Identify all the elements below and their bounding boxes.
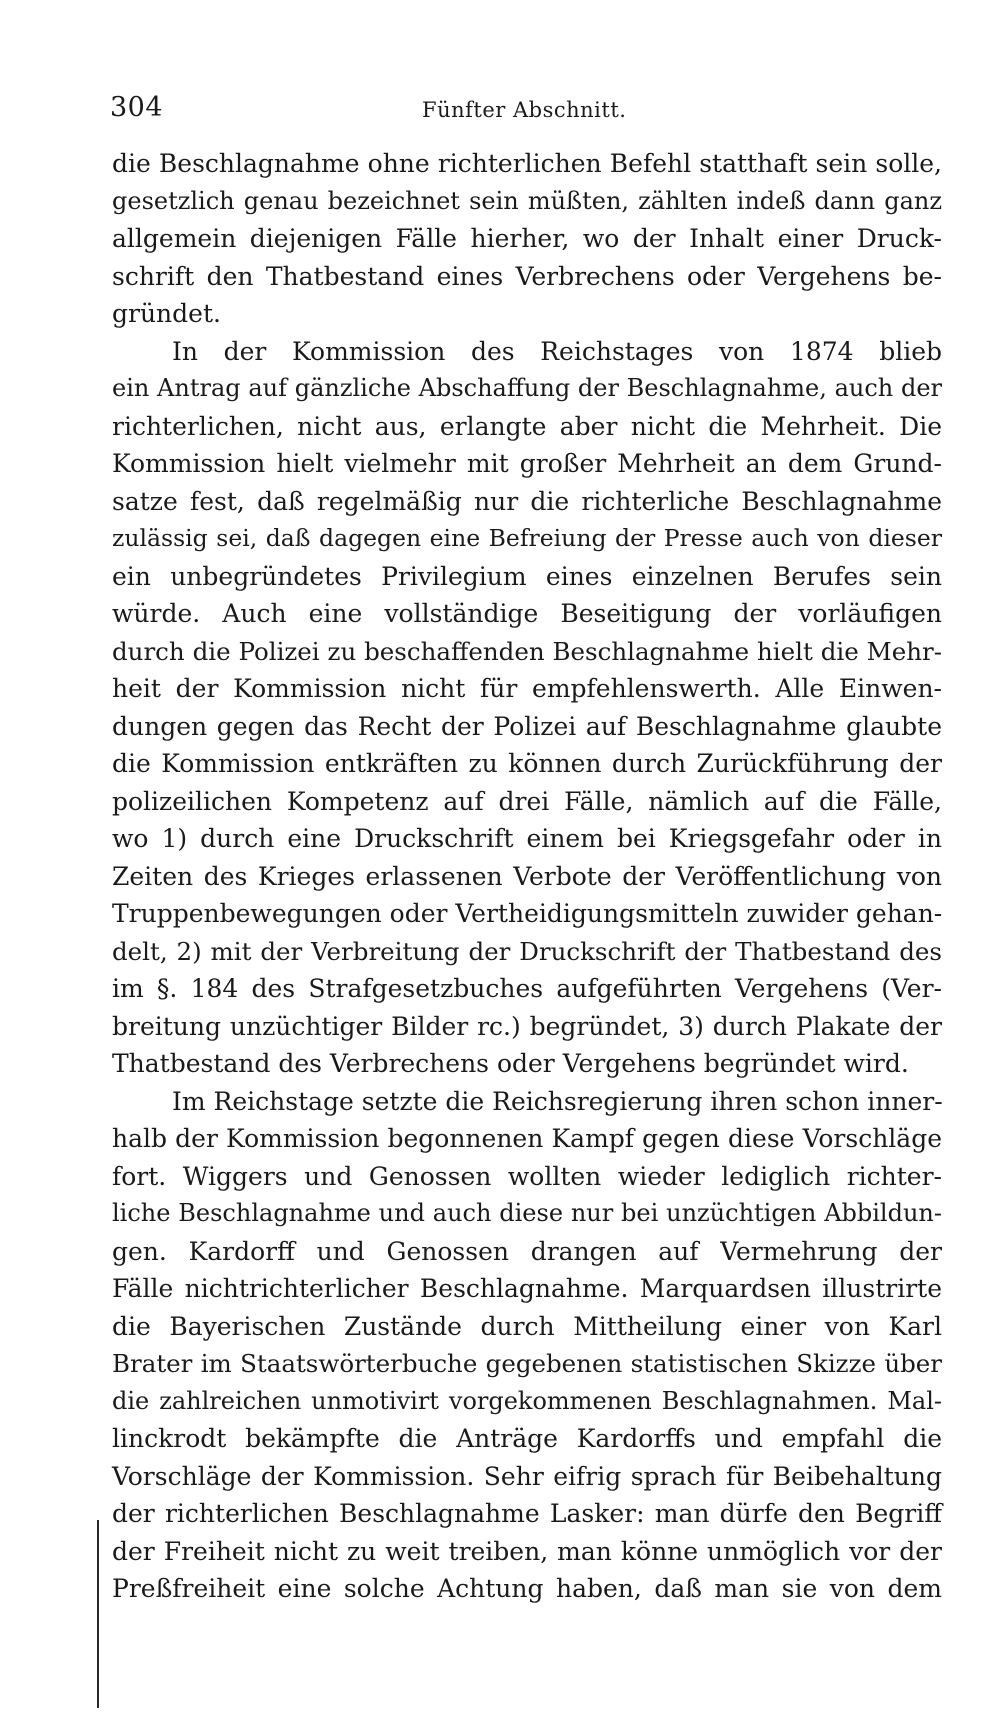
text-line: würde. Auch eine vollständige Beseitigung der vorläufigen	[112, 599, 942, 628]
text-line: im §. 184 des Strafgesetzbuches aufgeführten Vergehens (Ver-	[112, 974, 942, 1003]
running-head: Fünfter Abschnitt.	[422, 98, 627, 122]
text-line: zulässig sei, daß dagegen eine Befreiung der Presse auch von dieser	[112, 524, 942, 552]
text-line: dungen gegen das Recht der Polizei auf Beschlagnahme glaubte	[112, 711, 942, 741]
text-line: Kommission hielt vielmehr mit großer Mehrheit an dem Grund-	[112, 449, 942, 478]
body-text	[112, 145, 942, 1608]
text-line: der richterlichen Beschlagnahme Lasker: man dürfe den Begriff	[112, 1499, 942, 1528]
text-line: delt, 2) mit der Verbreitung der Druckschrift der Thatbestand des	[112, 936, 942, 966]
text-line: gesetzlich genau bezeichnet sein müßten, zählten indeß dann ganz	[112, 186, 942, 215]
text-line: Truppenbewegungen oder Vertheidigungsmitteln zuwider gehan-	[112, 899, 943, 928]
text-line: Im Reichstage setzte die Reichsregierung ihren schon inner-	[172, 1086, 943, 1116]
text-line: durch die Polizei zu beschaffenden Beschlagnahme hielt die Mehr-	[112, 636, 942, 666]
text-line: fort. Wiggers und Genossen wollten wieder lediglich richter-	[112, 1161, 942, 1191]
text-line: Thatbestand des Verbrechens oder Vergehens begründet wird.	[112, 1049, 909, 1078]
text-line: Zeiten des Krieges erlassenen Verbote der Veröffentlichung von	[112, 861, 942, 891]
text-line: heit der Kommission nicht für empfehlenswerth. Alle Einwen-	[112, 674, 942, 703]
text-line: die Beschlagnahme ohne richterlichen Befehl statthaft sein solle,	[112, 149, 942, 178]
text-line: wo 1) durch eine Druckschrift einem bei Kriegsgefahr oder in	[112, 824, 942, 853]
text-line: gründet.	[112, 299, 221, 328]
text-line: die Bayerischen Zustände durch Mittheilung einer von Karl	[112, 1311, 942, 1341]
page-number: 304	[110, 92, 164, 123]
text-line: liche Beschlagnahme und auch diese nur bei unzüchtigen Abbildun-	[112, 1199, 942, 1227]
text-line: schrift den Thatbestand eines Verbrechens oder Vergehens be-	[112, 261, 942, 291]
text-line: Brater im Staatswörterbuche gegebenen statistischen Skizze über	[112, 1349, 942, 1378]
page-header	[110, 92, 942, 132]
text-line: richterlichen, nicht aus, erlangte aber nicht die Mehrheit. Die	[112, 411, 942, 441]
text-line: der Freiheit nicht zu weit treiben, man könne unmöglich vor der	[112, 1536, 942, 1566]
text-line: gen. Kardorff und Genossen drangen auf Vermehrung der	[112, 1236, 942, 1266]
text-line: linckrodt bekämpfte die Anträge Kardorffs und empfahl die	[112, 1424, 942, 1453]
margin-pencil-mark	[97, 1520, 99, 1708]
text-line: Vorschläge der Kommission. Sehr eifrig sprach für Beibehaltung	[112, 1461, 942, 1491]
text-line: In der Kommission des Reichstages von 1874 blieb	[172, 336, 942, 366]
text-line: halb der Kommission begonnenen Kampf gegen diese Vorschläge	[112, 1124, 942, 1153]
text-line: allgemein diejenigen Fälle hierher, wo der Inhalt einer Druck-	[112, 224, 942, 253]
text-line: Fälle nichtrichterlicher Beschlagnahme. Marquardsen illustrirte	[112, 1274, 942, 1303]
text-line: breitung unzüchtiger Bilder rc.) begründet, 3) durch Plakate der	[112, 1011, 942, 1041]
text-line: ein Antrag auf gänzliche Abschaffung der Beschlagnahme, auch der	[112, 374, 942, 402]
text-line: satze fest, daß regelmäßig nur die richterliche Beschlagnahme	[112, 486, 942, 516]
text-line: polizeilichen Kompetenz auf drei Fälle, nämlich auf die Fälle,	[112, 786, 942, 816]
text-line: Preßfreiheit eine solche Achtung haben, daß man sie von dem	[112, 1574, 942, 1603]
text-line: die Kommission entkräften zu können durch Zurückführung der	[112, 749, 942, 778]
text-line: die zahlreichen unmotivirt vorgekommenen Beschlagnahmen. Mal-	[112, 1386, 942, 1415]
text-line: ein unbegründetes Privilegium eines einzelnen Berufes sein	[112, 561, 942, 591]
